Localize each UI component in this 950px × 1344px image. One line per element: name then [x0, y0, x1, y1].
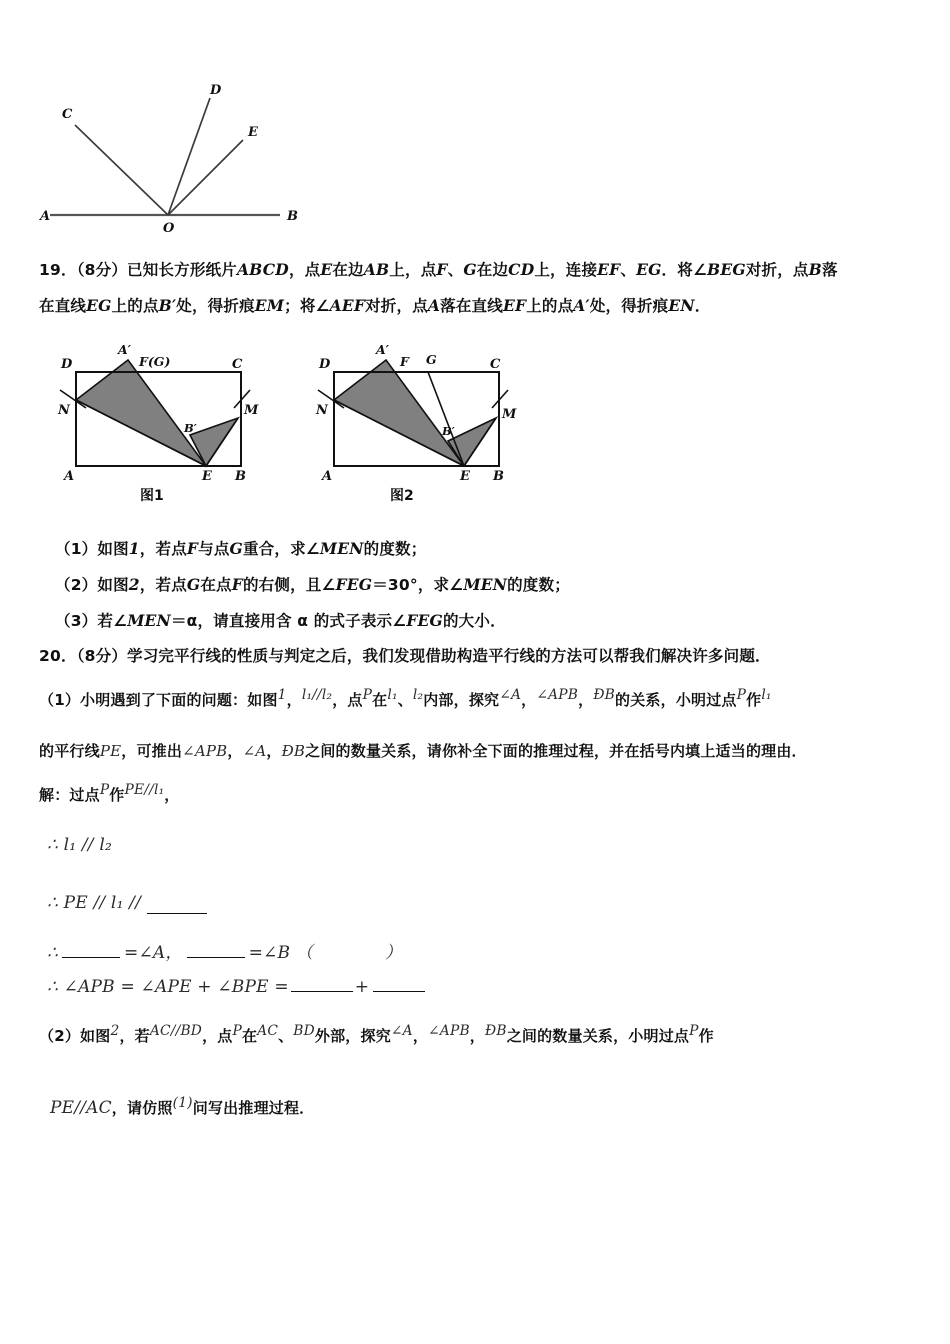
q20-step-4: ∴ ∠APB = ∠APE + ∠BPE = + — [47, 979, 425, 996]
label-A: A — [40, 209, 51, 224]
q20-step-2: ∴ PE // l₁ // — [47, 895, 207, 912]
label-D: D — [319, 357, 331, 372]
q19-sub3: （3）若∠MEN＝α，请直接用含 α 的式子表示∠FEG的大小． — [55, 611, 506, 630]
label-O: O — [163, 221, 175, 236]
q20-number: 20 — [39, 647, 61, 665]
q20-step-1: ∴ l₁ // l₂ — [47, 835, 112, 855]
q19-sub2: （2）如图2，若点G在点F的右侧，且∠FEG＝30°，求∠MEN的度数； — [55, 575, 570, 594]
construct-PE-parallel-AC: PE//AC — [50, 1098, 112, 1118]
q19-line2: 在直线EG上的点B′处，得折痕EM；将∠AEF对折，点A落在直线EF上的点A′处，得折痕EN． — [39, 296, 711, 315]
blank-angle-equals-B[interactable] — [187, 957, 245, 958]
q20-points: （8分） — [76, 647, 128, 665]
label-C: C — [232, 357, 243, 372]
label-C: C — [490, 357, 501, 372]
q20-part2-line2: PE//AC，请仿照(1)问写出推理过程． — [50, 1095, 315, 1118]
label-C: C — [62, 107, 73, 122]
q19-points: （8分） — [76, 261, 128, 279]
label-N: N — [316, 403, 328, 418]
label-E: E — [460, 469, 470, 484]
figure-1-caption: 图1 — [140, 488, 164, 504]
q19-line1: 19．（8分）已知长方形纸片ABCD，点E在边AB上，点F、G在边CD上，连接EF、EG．将∠BEG对折，点B落 — [39, 260, 838, 279]
label-A-prime: A′ — [118, 342, 131, 357]
q20-part2-line1: （2）如图2，若AC//BD，点P在AC、BD外部，探究∠A，∠APB，ÐB之间的数量关系，小明过点P作 — [39, 1023, 714, 1045]
label-G: G — [426, 352, 437, 367]
label-B-prime: B′ — [442, 424, 455, 438]
label-F: F — [400, 354, 409, 369]
label-D: D — [61, 357, 73, 372]
q20-part1-line2: 的平行线PE，可推出∠APB，∠A，ÐB之间的数量关系，请你补全下面的推理过程，并在括号内填上适当的理由． — [39, 742, 807, 760]
label-A-prime: A′ — [376, 342, 389, 357]
q20-part1-line1: （1）小明遇到了下面的问题：如图1，l₁//l₂，点P在l₁、l₂内部，探究∠A，∠APB，ÐB的关系，小明过点P作l₁ — [39, 687, 772, 709]
blank-sum-term-2[interactable] — [373, 991, 425, 992]
label-E: E — [202, 469, 212, 484]
label-D: D — [210, 83, 222, 98]
angle-B-glyph: ÐB — [593, 687, 616, 704]
label-B: B — [493, 469, 504, 484]
label-B: B — [235, 469, 246, 484]
label-A: A — [322, 469, 333, 484]
q20-solution-label: 解：过点P作PE//l₁， — [39, 782, 180, 804]
label-M: M — [244, 403, 259, 418]
q19-number: 19 — [39, 261, 61, 279]
label-F-G: F(G) — [139, 354, 171, 369]
label-B-prime: B′ — [184, 421, 197, 435]
label-E: E — [248, 125, 258, 140]
q20-step-3: ∴ =∠A， =∠B （ ） — [47, 943, 403, 963]
construct-PE-parallel-l1: PE//l₁ — [124, 782, 165, 799]
label-A: A — [64, 469, 75, 484]
q19-sub1: （1）如图1，若点F与点G重合，求∠MEN的度数； — [55, 539, 427, 558]
label-N: N — [58, 403, 70, 418]
ray-OC — [75, 125, 168, 215]
parallel-l1-l2: l₁//l₂ — [301, 687, 333, 704]
figure-1-folded-rectangle — [42, 338, 292, 483]
q20-header: 20．（8分）学习完平行线的性质与判定之后，我们发现借助构造平行线的方法可以帮我们解决许多问题． — [39, 647, 771, 665]
figure-2-folded-rectangle — [300, 338, 550, 483]
label-M: M — [502, 407, 517, 422]
label-B: B — [287, 209, 298, 224]
ray-OD — [168, 98, 210, 215]
ray-OE — [168, 140, 243, 215]
figure-angle-aob — [38, 78, 298, 236]
blank-sum-term-1[interactable] — [291, 991, 353, 992]
figure-2-caption: 图2 — [390, 488, 414, 504]
blank-angle-equals-A[interactable] — [62, 957, 120, 958]
shaded-triangle-left — [76, 360, 206, 466]
blank-parallel-line[interactable] — [147, 913, 207, 914]
